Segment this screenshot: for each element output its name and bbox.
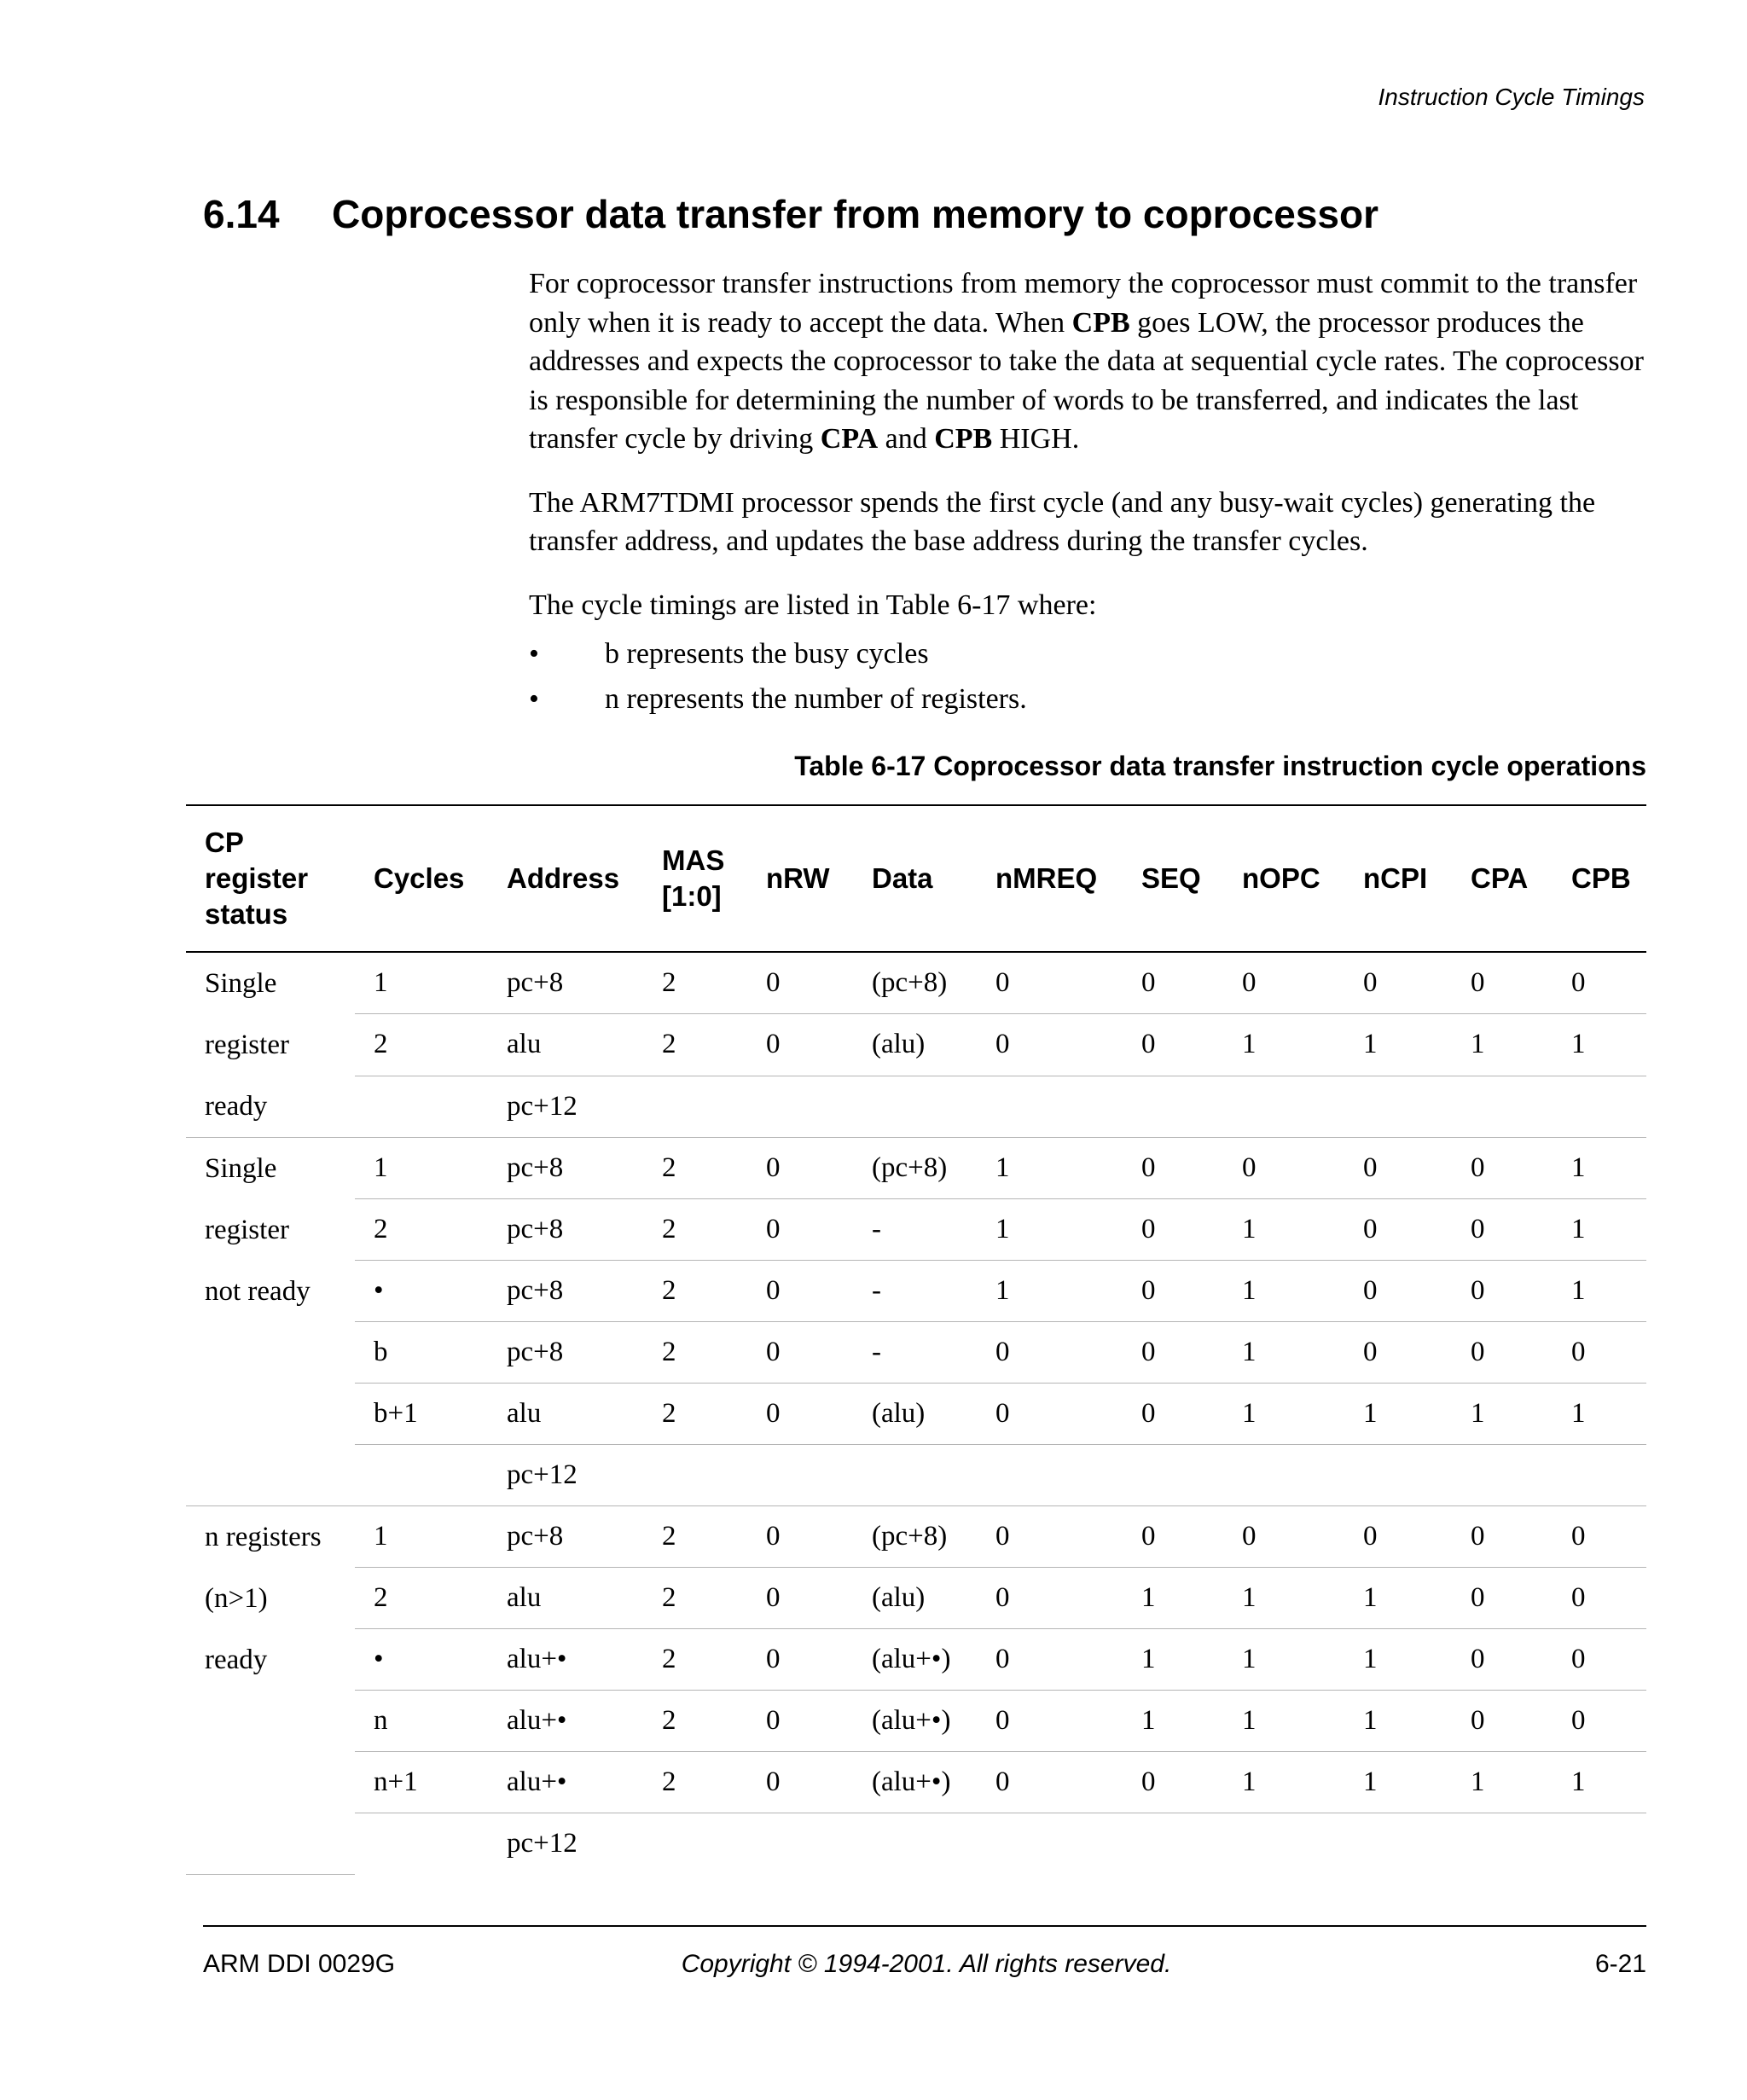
cell-address: alu+• (488, 1752, 643, 1813)
cell-ncpi: 0 (1344, 1506, 1452, 1568)
cell-mas: 2 (643, 1629, 747, 1691)
cell-cpa: 0 (1452, 1568, 1553, 1629)
cell-nrw: 0 (747, 1014, 853, 1076)
register-status-line: register (205, 1030, 289, 1060)
bullet-glyph: • (529, 638, 539, 670)
cell-nmreq: 0 (977, 1014, 1123, 1076)
header-nrw: nRW (747, 805, 853, 952)
table-caption: Table 6-17 Coprocessor data transfer instruction cycle operations (794, 751, 1646, 781)
cell-data: (alu+•) (853, 1691, 977, 1752)
cell-seq: 0 (1123, 1199, 1223, 1261)
paragraph-2: The ARM7TDMI processor spends the first cycle (and any busy-wait cycles) generating the transfer address, and updates the base address during the transfer cycles. (529, 486, 1596, 557)
cell-cpb (1553, 1813, 1646, 1875)
table-row (186, 1813, 1646, 1875)
signal-cpb: CPB (934, 423, 993, 455)
header-mas: MAS [1:0] (643, 805, 747, 952)
cell-address: alu (488, 1568, 643, 1629)
cell-register-status (186, 1506, 355, 1875)
cell-nmreq: 0 (977, 1322, 1123, 1384)
cell-cpa: 1 (1452, 1752, 1553, 1813)
cell-mas: 2 (643, 1322, 747, 1384)
cell-cycles: 1 (355, 952, 488, 1014)
cell-seq (1123, 1813, 1223, 1875)
cell-ncpi: 0 (1344, 1199, 1452, 1261)
cell-nopc: 0 (1223, 1138, 1344, 1199)
section-title: Coprocessor data transfer from memory to coprocessor (332, 192, 1379, 236)
table-row (186, 1445, 1646, 1506)
cell-seq: 0 (1123, 1322, 1223, 1384)
cell-data: - (853, 1322, 977, 1384)
paragraph-1-text-d: HIGH. (992, 423, 1080, 455)
cell-cpb: 0 (1553, 1568, 1646, 1629)
cell-cpa: 0 (1452, 1506, 1553, 1568)
bullet-text: b represents the busy cycles (605, 638, 929, 670)
cell-data: (pc+8) (853, 1138, 977, 1199)
cell-nopc (1223, 1813, 1344, 1875)
cell-address: pc+8 (488, 952, 643, 1014)
cell-nrw (747, 1813, 853, 1875)
table-row (186, 1691, 1646, 1752)
cell-nrw: 0 (747, 1752, 853, 1813)
cell-address: pc+12 (507, 1828, 577, 1859)
register-status-line: Single (205, 968, 277, 999)
header-cpa: CPA (1452, 805, 1553, 952)
bullet-list (529, 631, 1646, 722)
cell-ncpi: 1 (1344, 1629, 1452, 1691)
header-nmreq: nMREQ (977, 805, 1123, 952)
cell-cpa (1452, 1445, 1553, 1506)
header-ncpi: nCPI (1344, 805, 1452, 952)
cell-nmreq: 0 (977, 1629, 1123, 1691)
cell-mas (643, 1813, 747, 1875)
cell-cycles: 1 (355, 1138, 488, 1199)
cell-register-status (186, 1138, 355, 1506)
cell-cycles: • (355, 1629, 488, 1691)
cell-seq: 0 (1123, 1752, 1223, 1813)
cell-nrw: 0 (747, 1138, 853, 1199)
cell-cycles: n (355, 1691, 488, 1752)
cell-cpa: 0 (1452, 1322, 1553, 1384)
cell-ncpi (1344, 1813, 1452, 1875)
cell-nopc: 1 (1223, 1322, 1344, 1384)
cell-nopc: 1 (1223, 1384, 1344, 1445)
cell-cpb: 0 (1553, 1629, 1646, 1691)
cell-address: pc+8 (488, 1261, 643, 1322)
cell-nopc: 1 (1223, 1568, 1344, 1629)
cell-mas: 2 (643, 1261, 747, 1322)
header-cpb: CPB (1553, 805, 1646, 952)
cell-ncpi: 0 (1344, 1322, 1452, 1384)
cell-seq: 0 (1123, 1138, 1223, 1199)
cell-cycles: b+1 (355, 1384, 488, 1445)
table-row (186, 1629, 1646, 1691)
cell-seq: 0 (1123, 1506, 1223, 1568)
footer-doc-id: ARM DDI 0029G (203, 1950, 396, 1978)
cell-seq: 1 (1123, 1629, 1223, 1691)
cell-nopc: 1 (1223, 1014, 1344, 1076)
cell-nopc: 1 (1223, 1752, 1344, 1813)
cell-nmreq: 0 (977, 1568, 1123, 1629)
cell-ncpi: 1 (1344, 1752, 1452, 1813)
cell-cycles (355, 1813, 488, 1875)
cell-seq: 0 (1123, 1384, 1223, 1445)
cell-cpb: 1 (1553, 1261, 1646, 1322)
cell-nrw: 0 (747, 1568, 853, 1629)
cell-ncpi: 1 (1344, 1384, 1452, 1445)
bullet-text: n represents the number of registers. (605, 683, 1027, 715)
cell-cpa: 0 (1452, 1261, 1553, 1322)
cell-ncpi: 0 (1344, 1261, 1452, 1322)
table-body (186, 952, 1646, 1874)
table-row (186, 1014, 1646, 1076)
header-nopc: nOPC (1223, 805, 1344, 952)
cell-nmreq: 1 (977, 1138, 1123, 1199)
paragraph-3: The cycle timings are listed in Table 6-17 where: (529, 589, 1097, 621)
cell-cpb: 1 (1553, 1138, 1646, 1199)
cell-cycles (355, 1076, 488, 1137)
bullet-item (529, 631, 1646, 676)
cell-nmreq: 0 (977, 1384, 1123, 1445)
cell-cpa: 0 (1452, 1691, 1553, 1752)
section-number: 6.14 (203, 192, 280, 236)
cell-address: alu+• (488, 1691, 643, 1752)
paragraph-1-text-b: goes LOW, the processor produces the addresses and expects the coprocessor to take the data at sequential cycle rates. The coprocessor is responsible for determining the number of words to be transferred, and indicates the last transfer cycle by driving (529, 306, 1644, 455)
paragraph-1-text-c: and (878, 423, 935, 455)
table-row (186, 952, 1646, 1014)
cell-mas: 2 (643, 1506, 747, 1568)
cell-mas: 2 (643, 1014, 747, 1076)
cell-data (853, 1076, 977, 1137)
table-row (186, 1384, 1646, 1445)
cell-cpa: 0 (1452, 1138, 1553, 1199)
running-header: Instruction Cycle Timings (1378, 84, 1645, 110)
register-status-line: (n>1) (205, 1583, 268, 1614)
cell-data (853, 1813, 977, 1875)
footer-rule (203, 1925, 1646, 1927)
cell-nopc (1223, 1076, 1344, 1137)
paragraph-1-text-a: For coprocessor transfer instructions from memory the coprocessor must commit to the transfer only when it is ready to accept the data. When (529, 268, 1638, 339)
cell-cycles: n+1 (355, 1752, 488, 1813)
cell-cpb: 0 (1553, 1691, 1646, 1752)
register-status-line: not ready (205, 1276, 311, 1307)
cell-nrw: 0 (747, 1322, 853, 1384)
table-row (186, 1568, 1646, 1629)
cell-cpb (1553, 1445, 1646, 1506)
cell-data: - (853, 1199, 977, 1261)
cell-nrw: 0 (747, 952, 853, 1014)
cell-mas (643, 1076, 747, 1137)
cell-address: pc+8 (488, 1199, 643, 1261)
footer-copyright: Copyright © 1994-2001. All rights reserved. (681, 1950, 1172, 1978)
cell-address: pc+8 (488, 1138, 643, 1199)
cell-nmreq: 0 (977, 952, 1123, 1014)
cell-cpa (1452, 1076, 1553, 1137)
cell-nrw (747, 1076, 853, 1137)
cell-data: (alu) (853, 1384, 977, 1445)
cell-nmreq (977, 1445, 1123, 1506)
cell-ncpi: 0 (1344, 1138, 1452, 1199)
footer-page-number: 6-21 (1594, 1950, 1646, 1978)
cell-cpa: 0 (1452, 1629, 1553, 1691)
cell-cpb: 1 (1553, 1014, 1646, 1076)
cell-address: pc+8 (488, 1322, 643, 1384)
cell-nopc (1223, 1445, 1344, 1506)
cell-nmreq (977, 1813, 1123, 1875)
cell-nmreq: 0 (977, 1506, 1123, 1568)
cell-address: pc+12 (488, 1076, 643, 1137)
cell-cpb: 1 (1553, 1384, 1646, 1445)
cell-nmreq: 0 (977, 1752, 1123, 1813)
cell-mas (643, 1445, 747, 1506)
cell-nmreq (977, 1076, 1123, 1137)
cell-nrw: 0 (747, 1691, 853, 1752)
cell-data: (alu) (853, 1014, 977, 1076)
body-text (529, 264, 1646, 722)
cell-ncpi: 0 (1344, 952, 1452, 1014)
bullet-glyph: • (529, 683, 539, 715)
paragraph-1 (529, 264, 1646, 459)
register-status-line: n registers (205, 1522, 322, 1552)
cell-nrw: 0 (747, 1384, 853, 1445)
cell-nmreq: 1 (977, 1199, 1123, 1261)
cell-nrw: 0 (747, 1199, 853, 1261)
cell-nrw: 0 (747, 1261, 853, 1322)
cell-cpb: 1 (1553, 1752, 1646, 1813)
cell-ncpi: 1 (1344, 1014, 1452, 1076)
cell-mas: 2 (643, 1199, 747, 1261)
cell-cpb (1553, 1076, 1646, 1137)
cell-address: alu+• (488, 1629, 643, 1691)
cell-cycles: • (355, 1261, 488, 1322)
cell-mas: 2 (643, 1568, 747, 1629)
cell-cpa: 1 (1452, 1384, 1553, 1445)
table-row (186, 1138, 1646, 1199)
cell-seq: 1 (1123, 1691, 1223, 1752)
cell-nopc: 1 (1223, 1261, 1344, 1322)
cell-nrw: 0 (747, 1629, 853, 1691)
header-data: Data (853, 805, 977, 952)
header-cp-register-status: CP register status (186, 805, 355, 952)
cell-cpa: 1 (1452, 1014, 1553, 1076)
register-status-line: register (205, 1215, 289, 1245)
cell-address: pc+8 (488, 1506, 643, 1568)
header-address: Address (488, 805, 643, 952)
cell-data (853, 1445, 977, 1506)
cell-address: alu (488, 1014, 643, 1076)
table-row (186, 1261, 1646, 1322)
cell-nopc: 1 (1223, 1199, 1344, 1261)
signal-cpb: CPB (1071, 306, 1130, 339)
cell-nmreq: 1 (977, 1261, 1123, 1322)
cell-data: (pc+8) (853, 1506, 977, 1568)
cell-mas: 2 (643, 1691, 747, 1752)
cell-mas: 2 (643, 1138, 747, 1199)
cell-nopc: 0 (1223, 1506, 1344, 1568)
cycle-operations-table (186, 804, 1646, 1875)
register-status-line: Single (205, 1153, 277, 1184)
cell-seq: 0 (1123, 1014, 1223, 1076)
cell-cycles: 2 (355, 1568, 488, 1629)
cell-ncpi: 1 (1344, 1568, 1452, 1629)
cell-data: (alu) (853, 1568, 977, 1629)
cell-cycles (355, 1445, 488, 1506)
cell-nrw: 0 (747, 1506, 853, 1568)
cell-cycles: 1 (355, 1506, 488, 1568)
cell-ncpi: 1 (1344, 1691, 1452, 1752)
cell-data: - (853, 1261, 977, 1322)
table-row (186, 1506, 1646, 1568)
cell-cpb: 1 (1553, 1199, 1646, 1261)
cell-data: (alu+•) (853, 1629, 977, 1691)
cell-nopc: 1 (1223, 1629, 1344, 1691)
cell-nopc: 0 (1223, 952, 1344, 1014)
table-row (186, 1322, 1646, 1384)
header-seq: SEQ (1123, 805, 1223, 952)
cell-cycles: b (355, 1322, 488, 1384)
cell-cpb: 0 (1553, 1506, 1646, 1568)
register-status-line: ready (205, 1091, 268, 1122)
cell-cpa: 0 (1452, 952, 1553, 1014)
cell-ncpi (1344, 1445, 1452, 1506)
cell-nopc: 1 (1223, 1691, 1344, 1752)
cell-seq (1123, 1445, 1223, 1506)
cell-data: (pc+8) (853, 952, 977, 1014)
cell-cpa (1452, 1813, 1553, 1875)
cell-cpb: 0 (1553, 952, 1646, 1014)
cell-address: pc+12 (488, 1445, 643, 1506)
bullet-item (529, 676, 1646, 722)
cell-register-status (186, 952, 355, 1138)
table-row (186, 1076, 1646, 1137)
cell-address: alu (488, 1384, 643, 1445)
cell-seq: 0 (1123, 1261, 1223, 1322)
table-header-row (186, 805, 1646, 952)
table-row (186, 1199, 1646, 1261)
cell-seq: 0 (1123, 952, 1223, 1014)
cell-cpa: 0 (1452, 1199, 1553, 1261)
cell-data: (alu+•) (853, 1752, 977, 1813)
cell-cycles: 2 (355, 1199, 488, 1261)
cell-seq (1123, 1076, 1223, 1137)
cell-cycles: 2 (355, 1014, 488, 1076)
cell-nrw (747, 1445, 853, 1506)
cell-mas: 2 (643, 952, 747, 1014)
cell-cpb: 0 (1553, 1322, 1646, 1384)
signal-cpa: CPA (820, 423, 879, 455)
cell-mas: 2 (643, 1384, 747, 1445)
cell-mas: 2 (643, 1752, 747, 1813)
cell-seq: 1 (1123, 1568, 1223, 1629)
table-row (186, 1752, 1646, 1813)
cell-ncpi (1344, 1076, 1452, 1137)
register-status-line: ready (205, 1645, 268, 1675)
cell-nmreq: 0 (977, 1691, 1123, 1752)
header-cycles: Cycles (355, 805, 488, 952)
section-heading (203, 189, 1653, 239)
